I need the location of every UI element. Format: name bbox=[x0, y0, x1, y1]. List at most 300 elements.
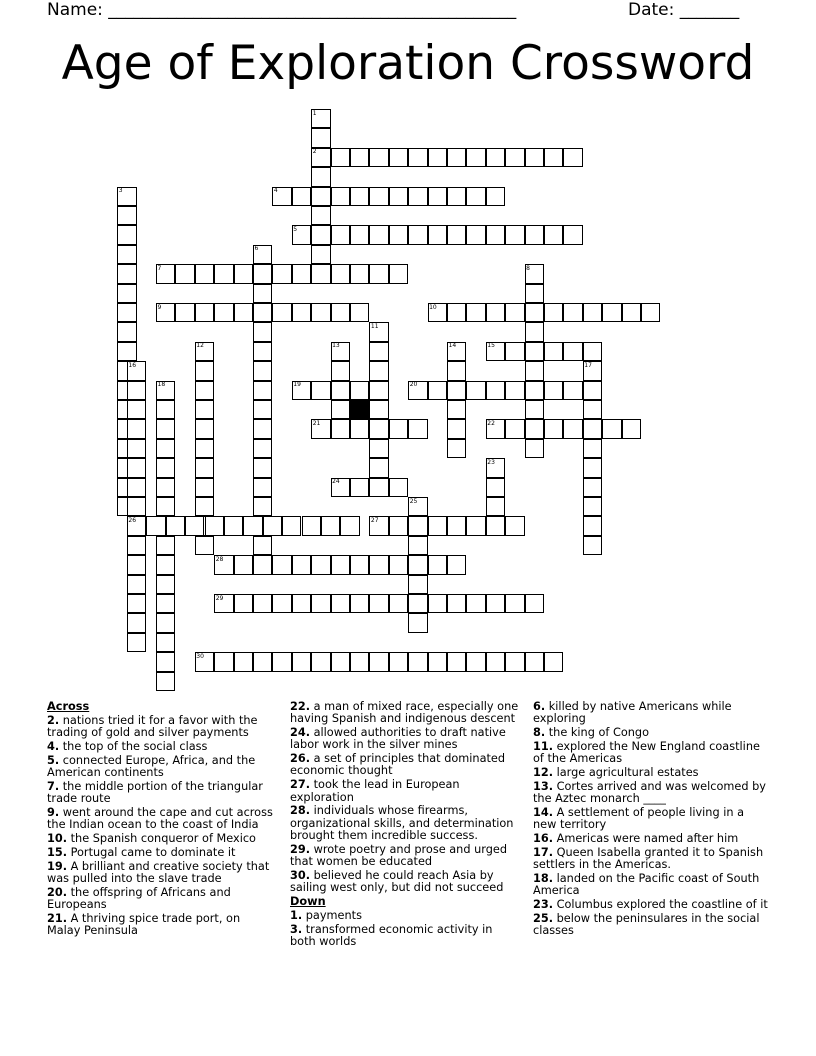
clue-number: 12. bbox=[533, 765, 554, 779]
grid-cell[interactable] bbox=[331, 419, 350, 438]
grid-cell[interactable] bbox=[331, 555, 350, 574]
grid-cell[interactable] bbox=[214, 264, 233, 283]
grid-cell[interactable] bbox=[466, 225, 485, 244]
grid-cell[interactable] bbox=[583, 439, 602, 458]
clue-across-4 bbox=[47, 741, 277, 753]
grid-cell[interactable] bbox=[350, 419, 369, 438]
clue-down-13 bbox=[533, 781, 768, 806]
grid-cell[interactable] bbox=[156, 536, 175, 555]
grid-cell[interactable] bbox=[331, 303, 350, 322]
grid-cell[interactable] bbox=[311, 187, 330, 206]
grid-cell[interactable] bbox=[583, 458, 602, 477]
grid-cell[interactable] bbox=[369, 381, 388, 400]
grid-cell[interactable] bbox=[486, 478, 505, 497]
grid-cell[interactable] bbox=[234, 264, 253, 283]
grid-clue-number: 17 bbox=[584, 361, 592, 369]
grid-cell[interactable] bbox=[117, 342, 136, 361]
clue-text: the king of Congo bbox=[545, 726, 650, 740]
grid-cell[interactable] bbox=[292, 555, 311, 574]
clue-text: wrote poetry and prose and urged that women be educated bbox=[290, 842, 507, 869]
grid-cell[interactable] bbox=[292, 652, 311, 671]
grid-cell[interactable] bbox=[127, 400, 146, 419]
grid-cell[interactable] bbox=[253, 381, 272, 400]
grid-cell[interactable] bbox=[486, 187, 505, 206]
grid-cell[interactable] bbox=[272, 594, 291, 613]
grid-cell[interactable] bbox=[127, 439, 146, 458]
grid-cell[interactable] bbox=[282, 516, 301, 535]
grid-clue-number: 6 bbox=[254, 245, 259, 253]
grid-cell[interactable] bbox=[253, 400, 272, 419]
grid-cell[interactable] bbox=[486, 148, 505, 167]
grid-cell[interactable] bbox=[350, 652, 369, 671]
grid-cell[interactable] bbox=[563, 148, 582, 167]
grid-cell[interactable] bbox=[408, 187, 427, 206]
grid-cell[interactable] bbox=[253, 342, 272, 361]
grid-cell[interactable] bbox=[234, 652, 253, 671]
grid-cell[interactable] bbox=[350, 303, 369, 322]
grid-cell[interactable] bbox=[505, 225, 524, 244]
grid-cell[interactable] bbox=[214, 652, 233, 671]
grid-cell[interactable] bbox=[205, 516, 224, 535]
grid-cell[interactable] bbox=[408, 419, 427, 438]
grid-cell[interactable] bbox=[447, 419, 466, 438]
grid-cell[interactable] bbox=[117, 322, 136, 341]
grid-cell[interactable] bbox=[525, 303, 544, 322]
across-heading: Across bbox=[47, 700, 90, 713]
grid-cell[interactable] bbox=[428, 381, 447, 400]
grid-cell[interactable] bbox=[408, 555, 427, 574]
grid-cell[interactable] bbox=[156, 555, 175, 574]
grid-cell[interactable] bbox=[156, 633, 175, 652]
grid-clue-number: 5 bbox=[293, 225, 298, 233]
grid-cell[interactable] bbox=[350, 264, 369, 283]
clue-number: 14. bbox=[533, 805, 554, 819]
grid-cell[interactable] bbox=[389, 594, 408, 613]
grid-cell[interactable] bbox=[369, 361, 388, 380]
grid-cell[interactable] bbox=[369, 187, 388, 206]
grid-cell[interactable] bbox=[272, 652, 291, 671]
grid-cell[interactable] bbox=[389, 555, 408, 574]
clue-number: 19. bbox=[47, 859, 68, 873]
grid-cell[interactable] bbox=[408, 594, 427, 613]
grid-cell[interactable] bbox=[195, 361, 214, 380]
grid-cell[interactable] bbox=[311, 555, 330, 574]
grid-cell[interactable] bbox=[525, 652, 544, 671]
grid-clue-number: 12 bbox=[196, 342, 204, 350]
grid-cell[interactable] bbox=[447, 303, 466, 322]
clue-across-9 bbox=[47, 807, 277, 832]
grid-cell[interactable] bbox=[428, 187, 447, 206]
grid-cell[interactable] bbox=[156, 400, 175, 419]
grid-clue-number: 8 bbox=[526, 264, 530, 272]
grid-cell[interactable] bbox=[544, 342, 563, 361]
grid-cell[interactable] bbox=[195, 478, 214, 497]
grid-cell[interactable] bbox=[195, 264, 214, 283]
grid-cell[interactable] bbox=[563, 225, 582, 244]
grid-cell[interactable] bbox=[253, 264, 272, 283]
grid-cell[interactable] bbox=[408, 613, 427, 632]
grid-cell[interactable] bbox=[428, 516, 447, 535]
grid-cell[interactable] bbox=[331, 652, 350, 671]
grid-cell[interactable] bbox=[369, 439, 388, 458]
grid-cell[interactable] bbox=[466, 187, 485, 206]
grid-cell[interactable] bbox=[408, 148, 427, 167]
grid-cell[interactable] bbox=[253, 439, 272, 458]
grid-cell[interactable] bbox=[127, 419, 146, 438]
grid-cell[interactable] bbox=[466, 148, 485, 167]
clue-across-28 bbox=[290, 805, 520, 842]
grid-cell[interactable] bbox=[272, 555, 291, 574]
grid-cell[interactable] bbox=[602, 419, 621, 438]
grid-cell[interactable] bbox=[525, 148, 544, 167]
clue-across-10 bbox=[47, 833, 277, 845]
grid-cell[interactable] bbox=[321, 516, 340, 535]
grid-cell[interactable] bbox=[466, 516, 485, 535]
grid-cell[interactable] bbox=[369, 225, 388, 244]
grid-cell[interactable] bbox=[428, 555, 447, 574]
grid-cell[interactable] bbox=[350, 478, 369, 497]
grid-cell[interactable] bbox=[486, 225, 505, 244]
grid-cell[interactable] bbox=[234, 594, 253, 613]
clue-across-7 bbox=[47, 781, 277, 806]
grid-cell[interactable] bbox=[253, 303, 272, 322]
grid-cell[interactable] bbox=[156, 478, 175, 497]
grid-cell[interactable] bbox=[253, 594, 272, 613]
grid-cell[interactable] bbox=[253, 284, 272, 303]
grid-clue-number: 22 bbox=[487, 419, 495, 427]
clue-down-11 bbox=[533, 741, 768, 766]
grid-cell[interactable] bbox=[243, 516, 262, 535]
grid-cell[interactable] bbox=[117, 225, 136, 244]
grid-cell[interactable] bbox=[486, 516, 505, 535]
grid-cell[interactable] bbox=[563, 419, 582, 438]
clue-across-27 bbox=[290, 779, 520, 804]
grid-cell[interactable] bbox=[563, 381, 582, 400]
grid-cell[interactable] bbox=[583, 381, 602, 400]
grid-cell[interactable] bbox=[544, 148, 563, 167]
grid-cell[interactable] bbox=[311, 167, 330, 186]
grid-cell[interactable] bbox=[525, 381, 544, 400]
grid-cell[interactable] bbox=[166, 516, 185, 535]
grid-cell[interactable] bbox=[311, 381, 330, 400]
grid-cell[interactable] bbox=[117, 303, 136, 322]
grid-cell[interactable] bbox=[311, 206, 330, 225]
grid-cell[interactable] bbox=[253, 419, 272, 438]
grid-cell[interactable] bbox=[447, 400, 466, 419]
grid-cell[interactable] bbox=[525, 400, 544, 419]
grid-cell[interactable] bbox=[369, 264, 388, 283]
grid-cell[interactable] bbox=[583, 478, 602, 497]
grid-cell[interactable] bbox=[622, 419, 641, 438]
grid-cell[interactable] bbox=[447, 361, 466, 380]
grid-cell[interactable] bbox=[389, 478, 408, 497]
grid-cell[interactable] bbox=[563, 303, 582, 322]
grid-cell[interactable] bbox=[583, 400, 602, 419]
grid-cell[interactable] bbox=[505, 516, 524, 535]
clue-down-1 bbox=[290, 910, 520, 922]
grid-cell[interactable] bbox=[505, 594, 524, 613]
grid-cell[interactable] bbox=[447, 652, 466, 671]
grid-cell[interactable] bbox=[369, 555, 388, 574]
grid-cell[interactable] bbox=[505, 303, 524, 322]
grid-cell[interactable] bbox=[408, 516, 427, 535]
grid-cell[interactable] bbox=[486, 381, 505, 400]
grid-cell[interactable] bbox=[350, 187, 369, 206]
grid-cell[interactable] bbox=[583, 497, 602, 516]
clue-across-26 bbox=[290, 753, 520, 778]
grid-cell[interactable] bbox=[195, 497, 214, 516]
clue-number: 6. bbox=[533, 700, 546, 713]
grid-cell[interactable] bbox=[466, 652, 485, 671]
grid-cell[interactable] bbox=[447, 516, 466, 535]
grid-cell[interactable] bbox=[544, 381, 563, 400]
grid-cell[interactable] bbox=[408, 575, 427, 594]
grid-cell[interactable] bbox=[389, 148, 408, 167]
clue-number: 2. bbox=[47, 713, 60, 727]
grid-cell[interactable] bbox=[486, 303, 505, 322]
grid-cell[interactable] bbox=[389, 516, 408, 535]
grid-cell[interactable] bbox=[117, 245, 136, 264]
grid-cell[interactable] bbox=[622, 303, 641, 322]
grid-cell[interactable] bbox=[369, 342, 388, 361]
grid-cell[interactable] bbox=[253, 458, 272, 477]
grid-cell[interactable] bbox=[214, 303, 233, 322]
grid-cell[interactable] bbox=[331, 400, 350, 419]
grid-cell[interactable] bbox=[641, 303, 660, 322]
grid-cell[interactable] bbox=[505, 381, 524, 400]
grid-cell[interactable] bbox=[156, 419, 175, 438]
date-field-label: Date: _______ bbox=[628, 0, 740, 20]
grid-cell[interactable] bbox=[156, 575, 175, 594]
grid-cell[interactable] bbox=[583, 419, 602, 438]
grid-cell[interactable] bbox=[311, 128, 330, 147]
grid-cell[interactable] bbox=[127, 633, 146, 652]
grid-cell[interactable] bbox=[447, 555, 466, 574]
grid-cell[interactable] bbox=[175, 303, 194, 322]
grid-cell[interactable] bbox=[234, 555, 253, 574]
grid-cell[interactable] bbox=[428, 148, 447, 167]
grid-cell[interactable] bbox=[350, 225, 369, 244]
grid-cell[interactable] bbox=[127, 536, 146, 555]
grid-cell[interactable] bbox=[525, 284, 544, 303]
grid-cell[interactable] bbox=[389, 419, 408, 438]
grid-cell[interactable] bbox=[195, 400, 214, 419]
grid-cell[interactable] bbox=[195, 381, 214, 400]
grid-cell[interactable] bbox=[127, 497, 146, 516]
grid-cell[interactable] bbox=[156, 497, 175, 516]
grid-cell[interactable] bbox=[505, 419, 524, 438]
grid-cell[interactable] bbox=[253, 322, 272, 341]
grid-cell[interactable] bbox=[525, 439, 544, 458]
grid-cell[interactable] bbox=[331, 361, 350, 380]
clue-text: Columbus explored the coastline of it bbox=[553, 897, 768, 911]
grid-cell[interactable] bbox=[311, 303, 330, 322]
grid-cell[interactable] bbox=[253, 536, 272, 555]
grid-cell[interactable] bbox=[486, 497, 505, 516]
grid-cell[interactable] bbox=[253, 652, 272, 671]
grid-cell[interactable] bbox=[156, 458, 175, 477]
grid-cell[interactable] bbox=[350, 594, 369, 613]
grid-cell[interactable] bbox=[408, 536, 427, 555]
grid-cell[interactable] bbox=[117, 264, 136, 283]
grid-cell[interactable] bbox=[311, 594, 330, 613]
clue-number: 28. bbox=[290, 804, 311, 818]
clue-down-14 bbox=[533, 807, 768, 832]
grid-cell[interactable] bbox=[583, 516, 602, 535]
grid-cell[interactable] bbox=[447, 187, 466, 206]
grid-cell[interactable] bbox=[389, 187, 408, 206]
grid-cell[interactable] bbox=[331, 148, 350, 167]
grid-cell[interactable] bbox=[127, 594, 146, 613]
grid-cell[interactable] bbox=[311, 652, 330, 671]
grid-cell[interactable] bbox=[505, 148, 524, 167]
grid-cell[interactable] bbox=[544, 652, 563, 671]
grid-cell[interactable] bbox=[292, 264, 311, 283]
grid-clue-number: 1 bbox=[312, 109, 317, 117]
grid-cell[interactable] bbox=[195, 536, 214, 555]
grid-cell[interactable] bbox=[408, 225, 427, 244]
grid-cell[interactable] bbox=[602, 303, 621, 322]
grid-cell[interactable] bbox=[195, 458, 214, 477]
grid-cell[interactable] bbox=[544, 419, 563, 438]
grid-cell[interactable] bbox=[505, 652, 524, 671]
grid-cell[interactable] bbox=[331, 594, 350, 613]
grid-cell[interactable] bbox=[156, 672, 175, 691]
clue-text: the Spanish conqueror of Mexico bbox=[67, 831, 256, 845]
grid-cell[interactable] bbox=[185, 516, 204, 535]
grid-cell[interactable] bbox=[311, 264, 330, 283]
grid-cell[interactable] bbox=[583, 303, 602, 322]
grid-cell[interactable] bbox=[195, 303, 214, 322]
grid-cell[interactable] bbox=[525, 342, 544, 361]
grid-cell[interactable] bbox=[408, 652, 427, 671]
grid-cell[interactable] bbox=[466, 594, 485, 613]
grid-cell[interactable] bbox=[447, 439, 466, 458]
grid-cell[interactable] bbox=[331, 264, 350, 283]
grid-cell[interactable] bbox=[127, 381, 146, 400]
grid-cell[interactable] bbox=[544, 225, 563, 244]
grid-cell[interactable] bbox=[156, 594, 175, 613]
grid-cell[interactable] bbox=[369, 419, 388, 438]
clue-text: large agricultural estates bbox=[553, 765, 699, 779]
grid-cell[interactable] bbox=[544, 303, 563, 322]
grid-cell[interactable] bbox=[331, 225, 350, 244]
grid-cell[interactable] bbox=[117, 206, 136, 225]
clue-across-24 bbox=[290, 727, 520, 752]
clue-number: 11. bbox=[533, 739, 554, 753]
grid-cell[interactable] bbox=[428, 652, 447, 671]
clue-number: 15. bbox=[47, 845, 68, 859]
clue-text: a man of mixed race, especially one having Spanish and indigenous descent bbox=[290, 700, 519, 726]
grid-cell[interactable] bbox=[272, 303, 291, 322]
grid-cell[interactable] bbox=[525, 594, 544, 613]
grid-cell[interactable] bbox=[428, 594, 447, 613]
grid-cell[interactable] bbox=[369, 400, 388, 419]
grid-clue-number: 9 bbox=[157, 303, 162, 311]
grid-cell[interactable] bbox=[389, 264, 408, 283]
grid-cell[interactable] bbox=[253, 555, 272, 574]
grid-cell[interactable] bbox=[525, 419, 544, 438]
grid-cell[interactable] bbox=[253, 478, 272, 497]
grid-cell[interactable] bbox=[253, 361, 272, 380]
grid-cell[interactable] bbox=[563, 342, 582, 361]
grid-cell[interactable] bbox=[447, 381, 466, 400]
grid-cell[interactable] bbox=[525, 225, 544, 244]
grid-cell[interactable] bbox=[253, 497, 272, 516]
grid-cell[interactable] bbox=[127, 555, 146, 574]
clue-text: went around the cape and cut across the Indian ocean to the coast of India bbox=[47, 805, 273, 832]
clue-text: landed on the Pacific coast of South America bbox=[533, 871, 760, 898]
grid-cell[interactable] bbox=[117, 284, 136, 303]
grid-cell[interactable] bbox=[127, 478, 146, 497]
grid-cell[interactable] bbox=[505, 342, 524, 361]
grid-clue-number: 13 bbox=[332, 342, 340, 350]
grid-cell[interactable] bbox=[428, 225, 447, 244]
grid-cell[interactable] bbox=[156, 652, 175, 671]
grid-cell[interactable] bbox=[156, 439, 175, 458]
grid-cell[interactable] bbox=[525, 322, 544, 341]
grid-cell[interactable] bbox=[369, 652, 388, 671]
grid-cell[interactable] bbox=[127, 575, 146, 594]
grid-cell[interactable] bbox=[447, 148, 466, 167]
grid-cell[interactable] bbox=[466, 303, 485, 322]
grid-clue-number: 4 bbox=[273, 187, 278, 195]
grid-cell[interactable] bbox=[583, 536, 602, 555]
grid-cell[interactable] bbox=[263, 516, 282, 535]
clue-down-18 bbox=[533, 873, 768, 898]
grid-cell[interactable] bbox=[350, 148, 369, 167]
grid-cell[interactable] bbox=[195, 439, 214, 458]
grid-cell[interactable] bbox=[311, 245, 330, 264]
grid-cell[interactable] bbox=[369, 148, 388, 167]
grid-cell[interactable] bbox=[292, 187, 311, 206]
grid-cell[interactable] bbox=[156, 613, 175, 632]
grid-cell[interactable] bbox=[486, 594, 505, 613]
grid-cell[interactable] bbox=[311, 225, 330, 244]
grid-cell[interactable] bbox=[369, 458, 388, 477]
grid-cell[interactable] bbox=[389, 652, 408, 671]
grid-cell[interactable] bbox=[175, 264, 194, 283]
grid-cell[interactable] bbox=[331, 187, 350, 206]
grid-cell[interactable] bbox=[195, 419, 214, 438]
grid-cell[interactable] bbox=[127, 458, 146, 477]
grid-cell[interactable] bbox=[224, 516, 243, 535]
grid-cell[interactable] bbox=[525, 361, 544, 380]
grid-cell[interactable] bbox=[302, 516, 321, 535]
grid-cell[interactable] bbox=[350, 555, 369, 574]
grid-cell[interactable] bbox=[486, 652, 505, 671]
grid-cell[interactable] bbox=[272, 264, 291, 283]
grid-cell[interactable] bbox=[292, 594, 311, 613]
grid-cell[interactable] bbox=[389, 225, 408, 244]
grid-cell[interactable] bbox=[331, 381, 350, 400]
grid-cell[interactable] bbox=[234, 303, 253, 322]
grid-cell[interactable] bbox=[447, 225, 466, 244]
grid-cell[interactable] bbox=[350, 381, 369, 400]
grid-cell[interactable] bbox=[127, 613, 146, 632]
grid-cell[interactable] bbox=[146, 516, 165, 535]
grid-cell[interactable] bbox=[340, 516, 359, 535]
grid-cell[interactable] bbox=[583, 342, 602, 361]
grid-cell[interactable] bbox=[369, 594, 388, 613]
grid-cell[interactable] bbox=[292, 303, 311, 322]
grid-cell[interactable] bbox=[369, 478, 388, 497]
grid-cell[interactable] bbox=[350, 400, 369, 419]
grid-cell[interactable] bbox=[466, 381, 485, 400]
clue-text: the offspring of Africans and Europeans bbox=[47, 885, 231, 911]
grid-cell[interactable] bbox=[447, 594, 466, 613]
clue-number: 23. bbox=[533, 897, 554, 911]
